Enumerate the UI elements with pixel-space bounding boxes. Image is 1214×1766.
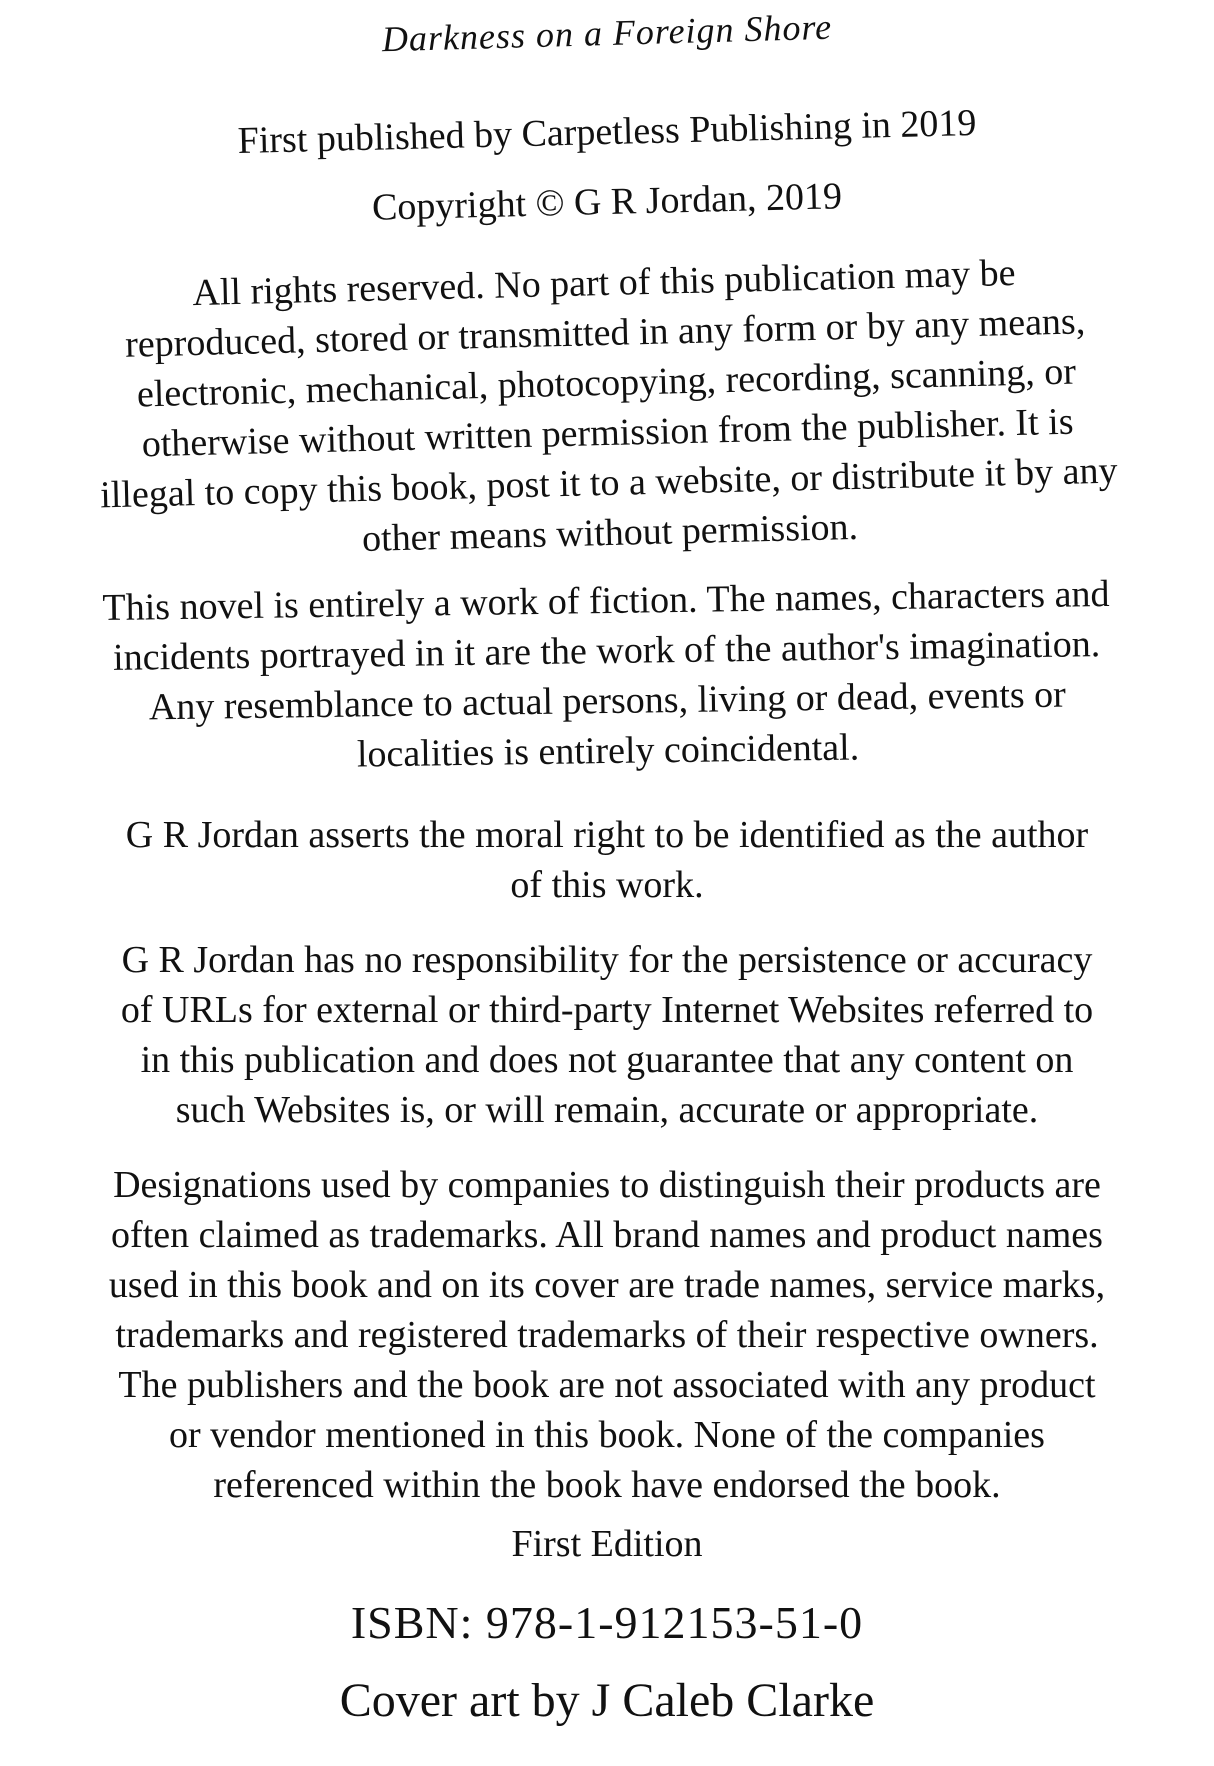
cover-art-credit: Cover art by J Caleb Clarke	[339, 1674, 875, 1727]
paragraph-line: of this work.	[510, 864, 704, 906]
paragraph-line: such Websites is, or will remain, accurate or appropriate.	[175, 1089, 1039, 1131]
paragraph-line: of URLs for external or third-party Internet Websites referred to	[120, 989, 1094, 1031]
paragraph-line: This novel is entirely a work of fiction. The names, characters and	[102, 572, 1110, 630]
first-published-line: First published by Carpetless Publishing in 2019	[237, 101, 977, 163]
paragraph-line: Designations used by companies to distinguish their products are	[113, 1164, 1101, 1206]
trademarks-paragraph	[22, 1160, 1192, 1510]
isbn-number: ISBN: 978-1-912153-51-0	[350, 1597, 864, 1648]
paragraph-line: illegal to copy this book, post it to a website, or distribute it by any	[99, 449, 1118, 517]
url-responsibility-paragraph	[22, 935, 1192, 1135]
copyright-line: Copyright © G R Jordan, 2019	[371, 175, 843, 229]
paragraph-line: localities is entirely coincidental.	[356, 726, 860, 776]
paragraph-line: Any resemblance to actual persons, living or dead, events or	[148, 673, 1067, 729]
paragraph-line: incidents portrayed in it are the work of the author's imagination.	[112, 623, 1101, 679]
paragraph-line: reproduced, stored or transmitted in any form or by any means,	[124, 300, 1086, 366]
edition-label: First Edition	[511, 1523, 703, 1565]
paragraph-line: often claimed as trademarks. All brand names and product names	[111, 1214, 1103, 1256]
paragraph-line: referenced within the book have endorsed the book.	[213, 1464, 1001, 1506]
moral-right-paragraph	[22, 810, 1192, 910]
paragraph-line: trademarks and registered trademarks of their respective owners.	[115, 1314, 1099, 1356]
paragraph-line: otherwise without written permission from the publisher. It is	[141, 400, 1074, 466]
paragraph-line: in this publication and does not guarantee that any content on	[140, 1039, 1074, 1081]
fiction-disclaimer-paragraph	[21, 568, 1194, 784]
paragraph-line: electronic, mechanical, photocopying, recording, scanning, or	[136, 350, 1077, 416]
running-header-title: Darkness on a Foreign Shore	[381, 6, 833, 60]
paragraph-line: used in this book and on its cover are trade names, service marks,	[108, 1264, 1106, 1306]
paragraph-line: other means without permission.	[361, 505, 859, 561]
paragraph-line: or vendor mentioned in this book. None of the companies	[169, 1414, 1045, 1456]
rights-reserved-paragraph	[19, 244, 1196, 572]
paragraph-line: G R Jordan has no responsibility for the persistence or accuracy	[121, 939, 1093, 981]
paragraph-line: All rights reserved. No part of this publication may be	[191, 251, 1016, 315]
paragraph-line: G R Jordan asserts the moral right to be identified as the author	[125, 814, 1089, 856]
paragraph-line: The publishers and the book are not associated with any product	[118, 1364, 1096, 1406]
